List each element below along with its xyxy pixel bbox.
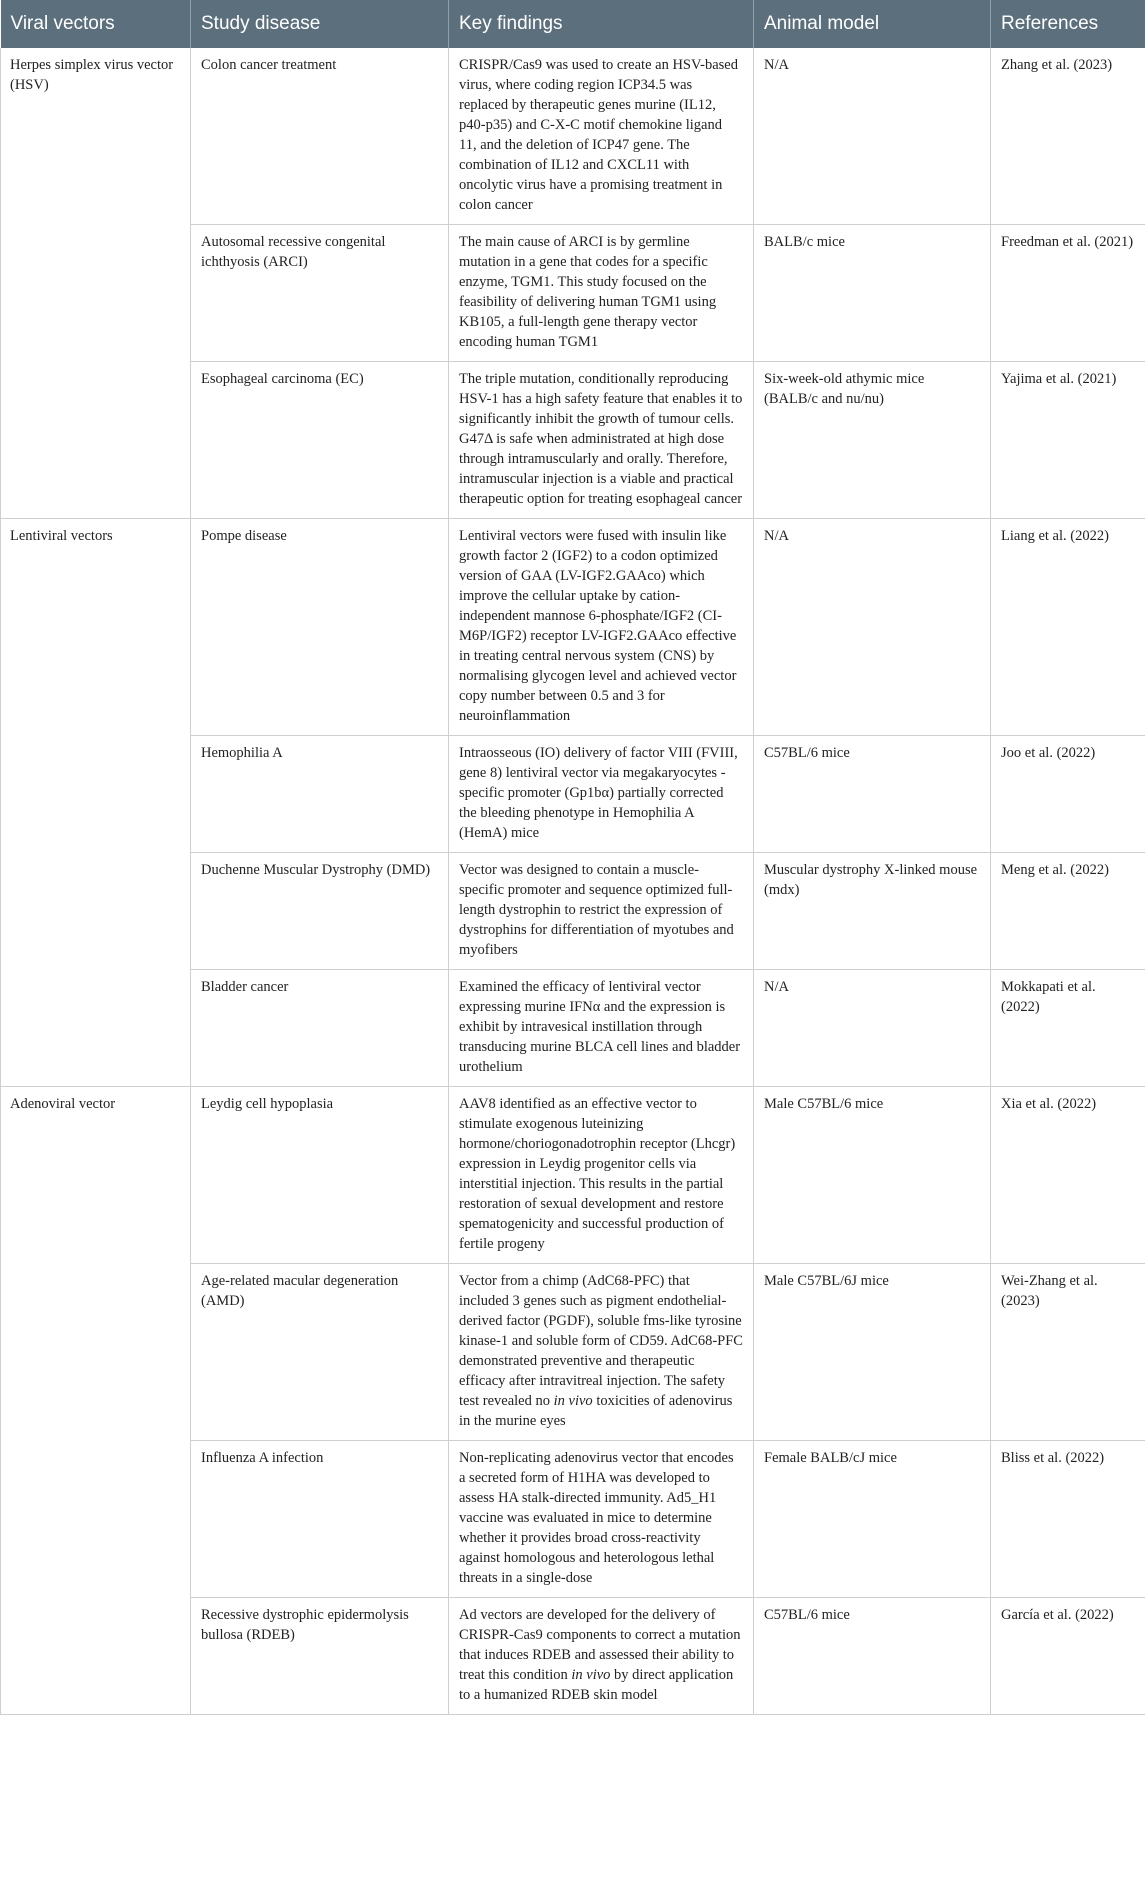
header-row <box>1 0 1145 48</box>
animal-model-cell: BALB/c mice <box>754 225 991 362</box>
key-findings-cell: Examined the efficacy of lentiviral vector expressing murine IFNα and the expression is exhibit by intravesical instillation through transducing murine BLCA cell lines and bladder urothelium <box>449 970 754 1087</box>
viral-vector-cell: Herpes simplex virus vector (HSV) <box>1 48 191 519</box>
key-findings-cell: Lentiviral vectors were fused with insulin like growth factor 2 (IGF2) to a codon optimized version of GAA (LV-IGF2.GAAco) which improve the cellular uptake by cation-independent mannose 6-phosphate/IGF2 (CI-M6P/IGF2) receptor LV-IGF2.GAAco effective in treating central nervous system (CNS) by normalising glycogen level and achieved vector copy number between 0.5 and 3 for neuroinflammation <box>449 519 754 736</box>
study-disease-cell: Pompe disease <box>191 519 449 736</box>
key-findings-cell: Ad vectors are developed for the delivery of CRISPR-Cas9 components to correct a mutation that induces RDEB and assessed their ability to treat this condition in vivo by direct application to a humanized RDEB skin model <box>449 1598 754 1715</box>
study-disease-cell: Age-related macular degeneration (AMD) <box>191 1264 449 1441</box>
table-body <box>1 48 1145 1715</box>
study-disease-cell: Bladder cancer <box>191 970 449 1087</box>
study-disease-cell: Leydig cell hypoplasia <box>191 1087 449 1264</box>
reference-cell: Joo et al. (2022) <box>991 736 1145 853</box>
reference-cell: Meng et al. (2022) <box>991 853 1145 970</box>
reference-cell: Yajima et al. (2021) <box>991 362 1145 519</box>
header-viral-vectors: Viral vectors <box>1 0 191 48</box>
animal-model-cell: Male C57BL/6 mice <box>754 1087 991 1264</box>
reference-cell: Xia et al. (2022) <box>991 1087 1145 1264</box>
reference-cell: Bliss et al. (2022) <box>991 1441 1145 1598</box>
key-findings-cell: Non-replicating adenovirus vector that encodes a secreted form of H1HA was developed to assess HA stalk-directed immunity. Ad5_H1 vaccine was evaluated in mice to determine whether it provides broad cross-reactivity against homologous and heterologous lethal threats in a single-dose <box>449 1441 754 1598</box>
table-row <box>1 519 1145 736</box>
key-findings-cell: CRISPR/Cas9 was used to create an HSV-based virus, where coding region ICP34.5 was replaced by therapeutic genes murine (IL12, p40-p35) and C-X-C motif chemokine ligand 11, and the deletion of ICP47 gene. The combination of IL12 and CXCL11 with oncolytic virus have a promising treatment in colon cancer <box>449 48 754 225</box>
study-disease-cell: Autosomal recessive congenital ichthyosis (ARCI) <box>191 225 449 362</box>
study-disease-cell: Duchenne Muscular Dystrophy (DMD) <box>191 853 449 970</box>
table-header <box>1 0 1145 48</box>
key-findings-cell: The triple mutation, conditionally reproducing HSV-1 has a high safety feature that enables it to significantly inhibit the growth of tumour cells. G47Δ is safe when administrated at high dose through intramuscularly and orally. Therefore, intramuscular injection is a viable and practical therapeutic option for treating esophageal cancer <box>449 362 754 519</box>
reference-cell: Zhang et al. (2023) <box>991 48 1145 225</box>
animal-model-cell: Muscular dystrophy X-linked mouse (mdx) <box>754 853 991 970</box>
header-references: References <box>991 0 1145 48</box>
reference-cell: Mokkapati et al. (2022) <box>991 970 1145 1087</box>
header-key-findings: Key findings <box>449 0 754 48</box>
table-row <box>1 1087 1145 1264</box>
key-findings-cell: Vector from a chimp (AdC68-PFC) that included 3 genes such as pigment endothelial-derived factor (PGDF), soluble fms-like tyrosine kinase-1 and soluble form of CD59. AdC68-PFC demonstrated preventive and therapeutic efficacy after intravitreal injection. The safety test revealed no in vivo toxicities of adenovirus in the murine eyes <box>449 1264 754 1441</box>
reference-cell: Freedman et al. (2021) <box>991 225 1145 362</box>
animal-model-cell: N/A <box>754 519 991 736</box>
viral-vector-cell: Adenoviral vector <box>1 1087 191 1715</box>
animal-model-cell: Male C57BL/6J mice <box>754 1264 991 1441</box>
header-animal-model: Animal model <box>754 0 991 48</box>
animal-model-cell: C57BL/6 mice <box>754 736 991 853</box>
key-findings-cell: The main cause of ARCI is by germline mutation in a gene that codes for a specific enzyme, TGM1. This study focused on the feasibility of delivering human TGM1 using KB105, a full-length gene therapy vector encoding human TGM1 <box>449 225 754 362</box>
animal-model-cell: N/A <box>754 48 991 225</box>
header-study-disease: Study disease <box>191 0 449 48</box>
animal-model-cell: C57BL/6 mice <box>754 1598 991 1715</box>
animal-model-cell: Six-week-old athymic mice (BALB/c and nu/nu) <box>754 362 991 519</box>
reference-cell: Wei-Zhang et al. (2023) <box>991 1264 1145 1441</box>
animal-model-cell: Female BALB/cJ mice <box>754 1441 991 1598</box>
animal-model-cell: N/A <box>754 970 991 1087</box>
study-disease-cell: Hemophilia A <box>191 736 449 853</box>
study-disease-cell: Colon cancer treatment <box>191 48 449 225</box>
study-disease-cell: Esophageal carcinoma (EC) <box>191 362 449 519</box>
study-disease-cell: Recessive dystrophic epidermolysis bullosa (RDEB) <box>191 1598 449 1715</box>
table-row <box>1 48 1145 225</box>
key-findings-cell: AAV8 identified as an effective vector to stimulate exogenous luteinizing hormone/choriogonadotrophin receptor (Lhcgr) expression in Leydig progenitor cells via interstitial injection. This results in the partial restoration of sexual development and restore spematogenicity and successful production of fertile progeny <box>449 1087 754 1264</box>
key-findings-cell: Intraosseous (IO) delivery of factor VIII (FVIII, gene 8) lentiviral vector via megakaryocytes -specific promoter (Gp1bα) partially corrected the bleeding phenotype in Hemophilia A (HemA) mice <box>449 736 754 853</box>
study-disease-cell: Influenza A infection <box>191 1441 449 1598</box>
key-findings-cell: Vector was designed to contain a muscle-specific promoter and sequence optimized full-length dystrophin to restrict the expression of dystrophins for differentiation of myotubes and myofibers <box>449 853 754 970</box>
reference-cell: Liang et al. (2022) <box>991 519 1145 736</box>
viral-vector-cell: Lentiviral vectors <box>1 519 191 1087</box>
reference-cell: García et al. (2022) <box>991 1598 1145 1715</box>
